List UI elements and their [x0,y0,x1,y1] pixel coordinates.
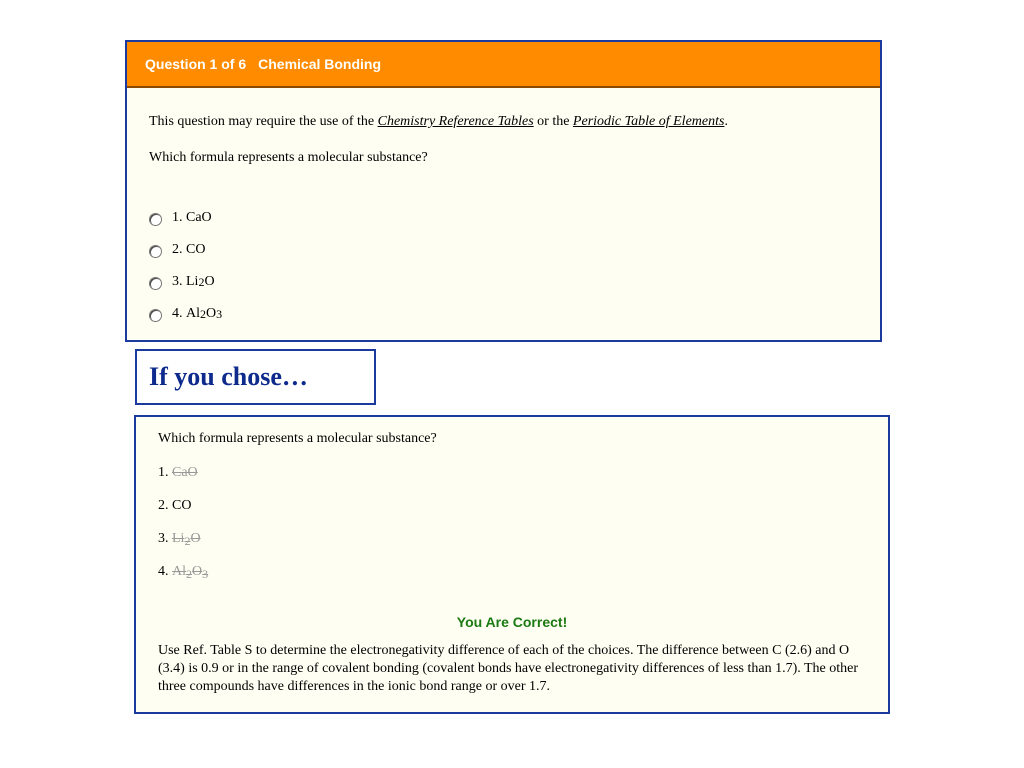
if-you-chose-label: If you chose… [135,349,376,405]
option-3[interactable]: 3. Li 2 O [149,266,880,298]
feedback-option-1: 1. CaO [158,465,198,480]
correct-feedback: You Are Correct! [456,614,568,630]
reference-tables-link[interactable]: Chemistry Reference Tables [377,114,534,129]
question-counter: Question 1 of 6 [145,56,247,72]
question-header [127,42,880,88]
feedback-panel [134,415,890,714]
answer-options [149,202,880,330]
periodic-table-link[interactable]: Periodic Table of Elements [572,114,725,129]
question-topic: Chemical Bonding [258,56,382,72]
intro-prefix: This question may require the use of the [149,114,375,129]
intro-end: . [724,114,728,129]
option-2[interactable]: 2. CO [149,234,880,266]
intro-mid: or the [537,114,570,129]
option-4[interactable]: 4. Al 2 O 3 [149,298,880,330]
radio-button[interactable] [149,213,162,226]
feedback-option-2: 2. CO [158,498,192,513]
radio-button[interactable] [149,277,162,290]
feedback-option-3: 3. $Li_2O$ [158,531,201,548]
feedback-question-text: Which formula represents a molecular substance? [158,431,437,446]
explanation-text: Use Ref. Table S to determine the electronegativity difference of each of the choices. The difference between C (2.6) and O (3.4) is 0.9 or in the range of covalent bonding (covalent bonds have electronegativity differences of less than 1.7). The other three compounds have differences in the ionic bond range or over 1.7. [158,643,859,694]
feedback-option-4: 4. $Al_2O_3$ [158,564,209,581]
radio-button[interactable] [149,245,162,258]
option-1[interactable]: 1. CaO [149,202,880,234]
intro-text [149,114,880,130]
question-text: Which formula represents a molecular substance? [149,150,428,165]
radio-button[interactable] [149,309,162,322]
question-panel [125,40,882,342]
